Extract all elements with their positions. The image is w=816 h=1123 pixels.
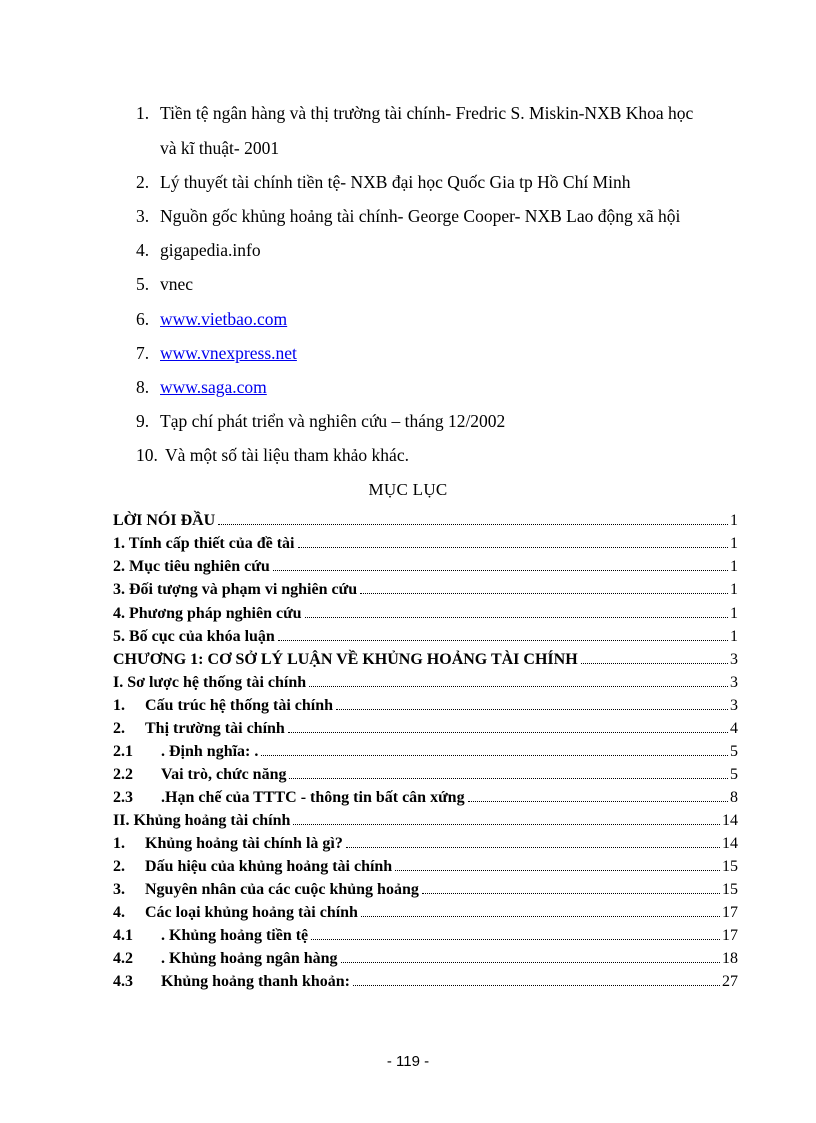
reference-number: 2. <box>136 172 150 192</box>
toc-leader-dots <box>311 939 720 940</box>
toc-entry[interactable] <box>113 835 738 857</box>
toc-entry[interactable] <box>113 858 738 880</box>
toc-entry[interactable] <box>113 535 738 557</box>
toc-entry-label: Cấu trúc hệ thống tài chính <box>145 697 334 714</box>
toc-entry-page: 15 <box>722 858 738 875</box>
toc-entry[interactable] <box>113 674 738 696</box>
toc-entry-number: 4.2 <box>113 950 133 967</box>
toc-entry-label: . Khủng hoảng tiền tệ <box>161 927 309 944</box>
toc-entry-label: . Khủng hoảng ngân hàng <box>161 950 338 967</box>
toc-entry-page: 3 <box>730 674 738 691</box>
reference-number: 3. <box>136 206 150 226</box>
toc-entry-number: 2.1 <box>113 743 133 760</box>
toc-entry-page: 1 <box>730 605 738 622</box>
toc-entry-page: 1 <box>730 628 738 645</box>
toc-leader-dots <box>395 870 720 871</box>
toc-entry[interactable] <box>113 973 738 995</box>
toc-entry-label: 4. Phương pháp nghiên cứu <box>113 605 302 622</box>
toc-leader-dots <box>341 962 720 963</box>
toc-entry-number: 2. <box>113 720 125 737</box>
toc-entry[interactable] <box>113 651 738 673</box>
toc-entry-number: 1. <box>113 697 125 714</box>
toc-entry-page: 1 <box>730 535 738 552</box>
reference-number: 7. <box>136 343 150 363</box>
toc-entry-page: 27 <box>722 973 738 990</box>
toc-entry-label: 3. Đối tượng và phạm vi nghiên cứu <box>113 581 358 598</box>
reference-number: 8. <box>136 377 150 397</box>
toc-leader-dots <box>278 640 728 641</box>
toc-entry-label: Các loại khủng hoảng tài chính <box>145 904 358 921</box>
reference-text: Tạp chí phát triển và nghiên cứu – tháng 12/2002 <box>160 411 506 431</box>
toc-leader-dots <box>293 824 720 825</box>
toc-entry-number: 2. <box>113 858 125 875</box>
toc-entry-page: 1 <box>730 581 738 598</box>
toc-leader-dots <box>305 617 728 618</box>
toc-leader-dots <box>422 893 720 894</box>
reference-number: 6. <box>136 309 150 329</box>
toc-entry-page: 5 <box>730 743 738 760</box>
toc-entry-label: Dấu hiệu của khủng hoảng tài chính <box>145 858 393 875</box>
reference-number: 10. <box>136 445 158 465</box>
toc-entry-page: 17 <box>722 927 738 944</box>
toc-entry-page: 4 <box>730 720 738 737</box>
toc-entry-page: 1 <box>730 512 738 529</box>
toc-entry-label: LỜI NÓI ĐẦU <box>113 512 216 529</box>
toc-entry-page: 14 <box>722 835 738 852</box>
toc-entry-number: 4.3 <box>113 973 133 990</box>
toc-entry[interactable] <box>113 789 738 811</box>
reference-number: 4. <box>136 240 150 260</box>
toc-title: MỤC LỤC <box>368 480 448 499</box>
reference-text: vnec <box>160 274 194 294</box>
toc-leader-dots <box>581 663 728 664</box>
toc-leader-dots <box>346 847 720 848</box>
toc-entry[interactable] <box>113 743 738 765</box>
toc-entry-page: 3 <box>730 651 738 668</box>
toc-entry-number: 3. <box>113 881 125 898</box>
toc-entry-page: 3 <box>730 697 738 714</box>
toc-entry[interactable] <box>113 904 738 926</box>
toc-entry-label: I. Sơ lược hệ thống tài chính <box>113 674 307 691</box>
toc-entry[interactable] <box>113 950 738 972</box>
toc-leader-dots <box>468 801 728 802</box>
toc-entry-label: II. Khủng hoảng tài chính <box>113 812 291 829</box>
toc-leader-dots <box>361 916 720 917</box>
toc-entry-page: 18 <box>722 950 738 967</box>
toc-entry-page: 8 <box>730 789 738 806</box>
reference-number: 9. <box>136 411 150 431</box>
toc-entry-page: 15 <box>722 881 738 898</box>
toc-entry[interactable] <box>113 881 738 903</box>
toc-entry-label: .Hạn chế của TTTC - thông tin bất cân xứng <box>161 789 465 806</box>
toc-entry[interactable] <box>113 927 738 949</box>
toc-leader-dots <box>360 593 728 594</box>
toc-entry[interactable] <box>113 512 738 534</box>
toc-entry-label: Khủng hoảng tài chính là gì? <box>145 835 343 852</box>
reference-link[interactable]: www.vnexpress.net <box>160 343 297 363</box>
toc-entry-number: 4. <box>113 904 125 921</box>
toc-entry[interactable] <box>113 605 738 627</box>
reference-text: gigapedia.info <box>160 240 261 260</box>
reference-text: Lý thuyết tài chính tiền tệ- NXB đại học Quốc Gia tp Hồ Chí Minh <box>160 172 631 192</box>
toc-entry-label: Thị trường tài chính <box>145 720 285 737</box>
reference-number: 5. <box>136 274 150 294</box>
toc-entry-label: CHƯƠNG 1: CƠ SỞ LÝ LUẬN VỀ KHỦNG HOẢNG TÀI CHÍNH <box>113 651 578 668</box>
toc-entry[interactable] <box>113 766 738 788</box>
toc-entry[interactable] <box>113 697 738 719</box>
toc-entry-number: 4.1 <box>113 927 133 944</box>
page-number: - 119 - <box>386 1053 430 1070</box>
toc-entry-label: . Định nghĩa: . <box>161 743 259 760</box>
reference-link[interactable]: www.saga.com <box>160 377 267 397</box>
reference-text: Nguồn gốc khủng hoảng tài chính- George Cooper- NXB Lao động xã hội <box>160 206 681 226</box>
toc-entry-label: Vai trò, chức năng <box>161 766 287 783</box>
toc-entry-number: 2.3 <box>113 789 133 806</box>
toc-leader-dots <box>309 686 728 687</box>
toc-entry-number: 2.2 <box>113 766 133 783</box>
reference-text: Tiền tệ ngân hàng và thị trường tài chính- Fredric S. Miskin-NXB Khoa học <box>160 103 694 123</box>
toc-entry-page: 5 <box>730 766 738 783</box>
toc-entry-label: 1. Tính cấp thiết của đề tài <box>113 535 295 552</box>
toc-entry-label: 5. Bố cục của khóa luận <box>113 628 275 645</box>
reference-number: 1. <box>136 103 150 123</box>
toc-entry[interactable] <box>113 558 738 580</box>
toc-leader-dots <box>353 985 720 986</box>
toc-entry-label: 2. Mục tiêu nghiên cứu <box>113 558 270 575</box>
toc-leader-dots <box>261 755 728 756</box>
toc-entry-page: 1 <box>730 558 738 575</box>
toc-leader-dots <box>273 570 728 571</box>
reference-link[interactable]: www.vietbao.com <box>160 309 288 329</box>
toc-entry-label: Khủng hoảng thanh khoản: <box>161 973 350 990</box>
toc-entry-label: Nguyên nhân của các cuộc khủng hoảng <box>145 881 419 898</box>
toc-leader-dots <box>289 778 728 779</box>
reference-text: và kĩ thuật- 2001 <box>160 138 280 158</box>
toc-leader-dots <box>336 709 728 710</box>
toc-leader-dots <box>288 732 728 733</box>
toc-entry[interactable] <box>113 581 738 603</box>
toc-entry[interactable] <box>113 628 738 650</box>
toc-entry-page: 14 <box>722 812 738 829</box>
toc-leader-dots <box>218 524 728 525</box>
toc-leader-dots <box>298 547 729 548</box>
reference-text: Và một số tài liệu tham khảo khác. <box>165 445 409 465</box>
toc-entry-number: 1. <box>113 835 125 852</box>
toc-entry-page: 17 <box>722 904 738 921</box>
toc-entry[interactable] <box>113 720 738 742</box>
toc-entry[interactable] <box>113 812 738 834</box>
